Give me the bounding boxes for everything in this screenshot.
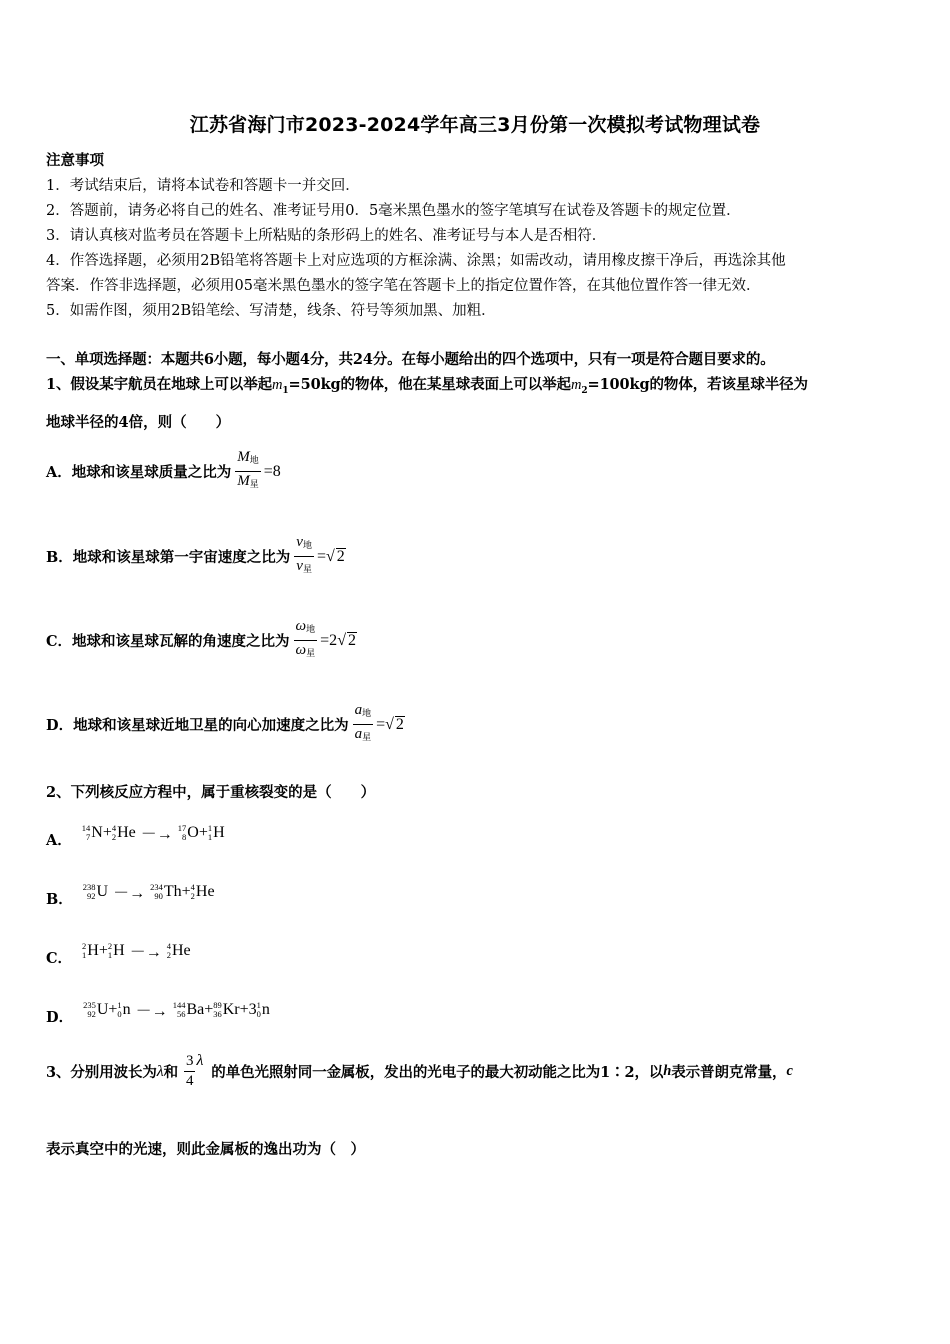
sqrt-icon: √	[337, 631, 346, 649]
notice-item: 1．考试结束后，请将本试卷和答题卡一并交回．	[46, 178, 360, 194]
notice-item: 2．答题前，请务必将自己的姓名、准考证号用0．5毫米黑色墨水的签字笔填写在试卷及答题卡的规定位置．	[46, 203, 741, 219]
notice-item: 4．作答选择题，必须用2B铅笔将答题卡上对应选项的方框涂满、涂黑；如需改动，请用橡皮擦干净后，再选涂其他	[46, 253, 786, 269]
mass-symbol: m	[272, 377, 283, 393]
section-heading: 一、单项选择题：本题共6小题，每小题4分，共24分。在每小题给出的四个选项中，只有一项是符合题目要求的。	[46, 351, 775, 368]
lambda-symbol: λ	[156, 1062, 164, 1080]
arrow-icon: －→	[135, 1003, 168, 1020]
q1-option-c[interactable]: C．地球和该星球瓦解的角速度之比为 $\frac{\omega_地}{\omega_星}$ =2 √ 2	[46, 617, 357, 664]
q2-option-b[interactable]: B． 238 92 U －→ 234 90 Th + 4 2 He	[46, 881, 215, 908]
nuclear-equation: 235 92 U + 1 0 n －→ 144 56 Ba + 89 36 Kr + 3 1 0 n	[83, 999, 270, 1020]
page-title: 江苏省海门市2023-2024学年高三3月份第一次模拟考试物理试卷	[189, 114, 761, 136]
notice-item: 5．如需作图，须用2B铅笔绘、写清楚，线条、符号等须加黑、加粗．	[46, 303, 496, 319]
ratio-fraction: $\frac{M_地}{M_星}$	[237, 449, 259, 490]
ratio-fraction: $\frac{a_地}{a_星}$	[354, 702, 372, 743]
ratio-fraction: $\frac{\omega_地}{\omega_星}$	[295, 618, 316, 659]
q1-stem-line2: 地球半径的4倍，则（ ）	[46, 414, 231, 431]
notice-item: 答案．作答非选择题，必须用05毫米黑色墨水的签字笔在答题卡上的指定位置作答，在其他位置作答一律无效．	[46, 278, 761, 294]
q1-option-a[interactable]: A．地球和该星球质量之比为 $\frac{M_地}{M_星}$ =8	[46, 448, 281, 495]
q3-stem-line2: 表示真空中的光速，则此金属板的逸出功为（ ）	[46, 1141, 365, 1158]
nuclear-equation: 14 7 N + 4 2 He －→ 17 8 O + 1 1 H	[81, 822, 225, 843]
q1-option-b[interactable]: B．地球和该星球第一宇宙速度之比为 $\frac{v_地}{v_星}$ = √ 2	[46, 533, 346, 580]
arrow-icon: －→	[129, 944, 162, 961]
lambda-symbol: λ	[196, 1051, 204, 1069]
arrow-icon: －→	[113, 885, 146, 902]
mass-symbol: m	[570, 377, 582, 393]
wavelength-fraction: $\frac{3}{4}$	[186, 1053, 194, 1089]
q2-option-a[interactable]: A． 14 7 N + 4 2 He －→ 17 8 O + 1 1 H	[46, 822, 225, 849]
q1-option-d[interactable]: D．地球和该星球近地卫星的向心加速度之比为 $\frac{a_地}{a_星}$ = √ 2	[46, 701, 405, 748]
sqrt-icon: √	[385, 715, 394, 733]
nuclear-equation: 2 1 H + 2 1 H －→ 4 2 He	[82, 940, 191, 961]
q2-option-c[interactable]: C． 2 1 H + 2 1 H －→ 4 2 He	[46, 940, 191, 967]
q1-stem-line1: 1、假设某宇航员在地球上可以举起$m_1=50kg$的物体，他在某星球表面上可以举起$m_2=100kg$的物体，若该星球半径为	[46, 376, 808, 396]
nuclear-equation: 238 92 U －→ 234 90 Th + 4 2 He	[82, 881, 215, 902]
q2-stem: 2、下列核反应方程中，属于重核裂变的是（ ）	[46, 784, 376, 801]
ratio-fraction: $\frac{v_地}{v_星}$	[296, 534, 312, 575]
q3-stem-line1: 3、分别用波长为 λ 和 $\frac{3}{4}$ λ 的单色光照射同一金属板，发出的光电子的最大初动能之比为1∶2，以 h 表示普朗克常量， c	[46, 1051, 793, 1089]
q2-option-d[interactable]: D． 235 92 U + 1 0 n －→ 144 56 Ba + 89 36 Kr + 3 1 0 n	[46, 999, 270, 1026]
arrow-icon: －→	[140, 826, 173, 843]
sqrt-icon: √	[325, 547, 335, 565]
notice-item: 3．请认真核对监考员在答题卡上所粘贴的条形码上的姓名、准考证号与本人是否相符．	[46, 228, 607, 244]
notice-heading: 注意事项	[46, 152, 104, 169]
